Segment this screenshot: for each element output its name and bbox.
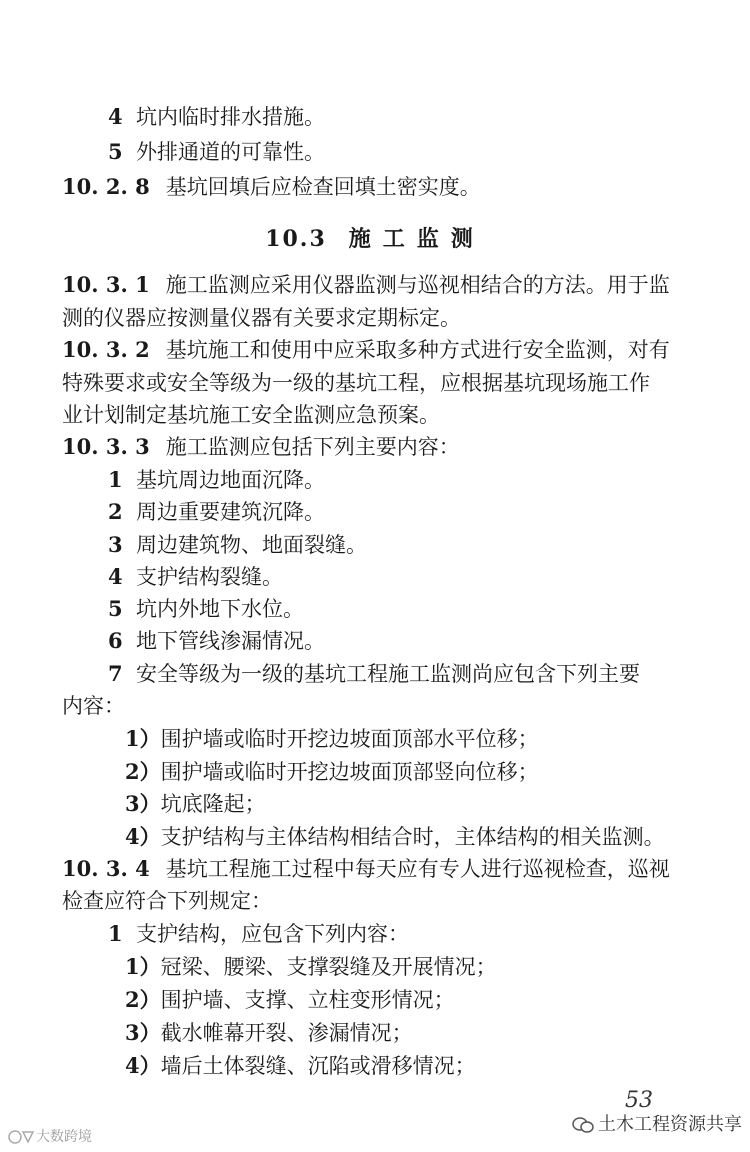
- clause-10-3-4: [62, 854, 670, 884]
- clause-continuation: 业计划制定基坑施工安全监测应急预案。: [62, 403, 440, 427]
- item-text: 外排通道的可靠性。: [135, 140, 325, 164]
- item-text: 坑内临时排水措施。: [135, 105, 325, 129]
- watermark-left: 大数跨境: [8, 1126, 92, 1146]
- sub-item: 2）围护墙或临时开挖边坡面顶部竖向位移；: [125, 759, 539, 784]
- list-item: 4 支护结构裂缝。: [108, 564, 283, 589]
- clause-continuation: 特殊要求或安全等级为一级的基坑工程，应根据基坑现场施工作: [62, 371, 650, 395]
- list-item: 1 基坑周边地面沉降。: [108, 467, 325, 492]
- clause-number: 10. 3. 2: [62, 337, 150, 362]
- clause-continuation: 测的仪器应按测量仪器有关要求定期标定。: [62, 306, 461, 330]
- sub-item: 3）截水帷幕开裂、渗漏情况；: [125, 1020, 413, 1045]
- clause-10-2-8: [62, 172, 481, 202]
- section-title: [0, 222, 750, 253]
- item-number: 5: [108, 139, 123, 164]
- chat-bubble-icon: [572, 1116, 594, 1134]
- sub-item: 1）围护墙或临时开挖边坡面顶部水平位移；: [125, 726, 539, 751]
- sub-item: 4）墙后土体裂缝、沉陷或滑移情况；: [125, 1053, 476, 1078]
- sub-item: 3）坑底隆起；: [125, 791, 266, 816]
- sub-item: 4）支护结构与主体结构相结合时，主体结构的相关监测。: [125, 824, 665, 849]
- sub-item: 2）围护墙、支撑、立柱变形情况；: [125, 987, 455, 1012]
- section-number: 10.3: [265, 226, 327, 252]
- clause-continuation: 检查应符合下列规定：: [62, 889, 272, 913]
- clause-text: 基坑施工和使用中应采取多种方式进行安全监测，对有: [165, 338, 670, 362]
- clause-number: 10. 3. 4: [62, 856, 150, 881]
- clause-number: 10. 3. 1: [62, 272, 150, 297]
- list-item: 2 周边重要建筑沉降。: [108, 499, 325, 524]
- clause-10-3-1: [62, 270, 670, 300]
- clause-number: 10. 2. 8: [62, 174, 150, 199]
- clause-text: 基坑工程施工过程中每天应有专人进行巡视检查，巡视: [165, 857, 670, 881]
- clause-number: 10. 3. 3: [62, 434, 150, 459]
- list-item: 1 支护结构，应包含下列内容：: [108, 921, 409, 946]
- list-item: 5 坑内外地下水位。: [108, 596, 304, 621]
- list-item-continuation: 内容：: [62, 694, 125, 718]
- page-number: 53: [625, 1088, 653, 1113]
- clause-10-3-2: [62, 335, 670, 365]
- list-item: 7 安全等级为一级的基坑工程施工监测尚应包含下列主要: [108, 661, 640, 686]
- watermark-right: 土木工程资源共享: [572, 1110, 742, 1136]
- clause-text: 施工监测应采用仪器监测与巡视相结合的方法。用于监: [165, 273, 670, 297]
- list-item: 6 地下管线渗漏情况。: [108, 628, 325, 653]
- clause-10-3-3: [62, 432, 460, 462]
- clause-text: 施工监测应包括下列主要内容：: [165, 435, 460, 459]
- section-title-text: 施工监测: [348, 226, 485, 252]
- logo-icon: [8, 1130, 34, 1144]
- list-item: [108, 137, 325, 167]
- list-item: 3 周边建筑物、地面裂缝。: [108, 532, 367, 557]
- item-number: 4: [108, 104, 123, 129]
- sub-item: 1）冠梁、腰梁、支撑裂缝及开展情况；: [125, 954, 497, 979]
- list-item: [108, 102, 325, 132]
- clause-text: 基坑回填后应检查回填土密实度。: [165, 175, 481, 199]
